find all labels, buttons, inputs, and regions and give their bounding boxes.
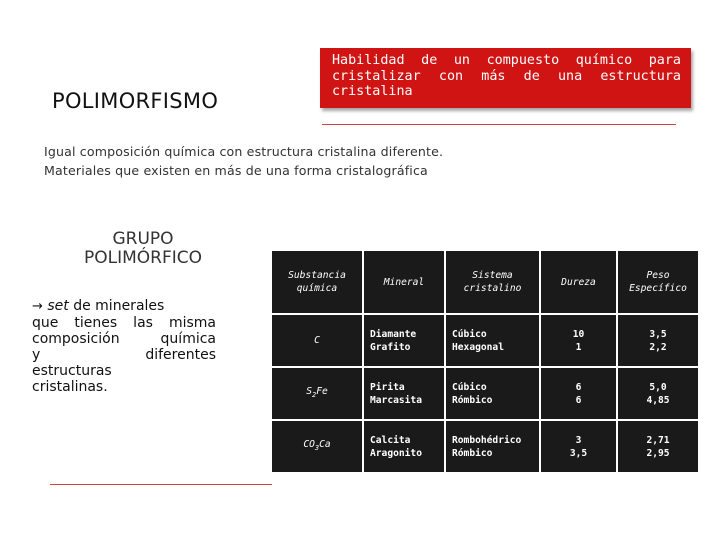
group-title-line-1: GRUPO [112,229,174,249]
group-title [48,230,238,268]
definition-line-2: Materiales que existen en más de una forma cristalográfica [44,163,428,178]
header-density: Peso Específico [617,250,699,314]
divider-bottom [50,484,272,485]
arrow-icon: → [32,299,43,314]
group-term: set [47,298,69,314]
header-substance: Substancia química [271,250,363,314]
group-description [32,298,216,395]
cell-substance: $S_2Fe$ [271,367,363,420]
cell-mineral: Diamante Grafito [363,314,445,367]
cell-system: Cúbico Rómbico [445,367,540,420]
cell-mineral: Calcita Aragonito [363,420,445,473]
definition-text [44,142,644,180]
cell-density: 2,71 2,95 [617,420,699,473]
table-row [271,367,699,420]
group-text-line-2: que tienes las misma [32,315,216,331]
cell-hardness: 10 1 [540,314,617,367]
definition-line-1: Igual composición química con estructura cristalina diferente. [44,144,444,159]
group-text-line-6: cristalinas. [32,379,108,395]
header-system: Sistema cristalino [445,250,540,314]
header-mineral: Mineral [363,250,445,314]
polymorph-table [270,249,700,474]
slide-title: POLIMORFISMO [52,89,219,113]
cell-mineral: Pirita Marcasita [363,367,445,420]
cell-density: 3,5 2,2 [617,314,699,367]
cell-system: Cúbico Hexagonal [445,314,540,367]
group-text-line-1: de minerales [73,298,165,314]
cell-density: 5,0 4,85 [617,367,699,420]
table-row [271,420,699,473]
group-text-line-4: y diferentes [32,347,216,363]
group-text-line-3: composición química [32,331,216,347]
definition-callout: Habilidad de un compuesto químico para cristalizar con más de una estructura cristalina [320,48,691,108]
group-title-line-2: POLIMÓRFICO [83,248,203,268]
cell-hardness: 3 3,5 [540,420,617,473]
divider-top [322,124,676,125]
cell-system: Rombohédrico Rómbico [445,420,540,473]
cell-substance: $CO_3Ca$ [271,420,363,473]
table-row [271,314,699,367]
cell-substance: C [271,314,363,367]
cell-hardness: 6 6 [540,367,617,420]
table-header-row [271,250,699,314]
group-text-line-5: estructuras [32,363,112,379]
header-hardness: Dureza [540,250,617,314]
